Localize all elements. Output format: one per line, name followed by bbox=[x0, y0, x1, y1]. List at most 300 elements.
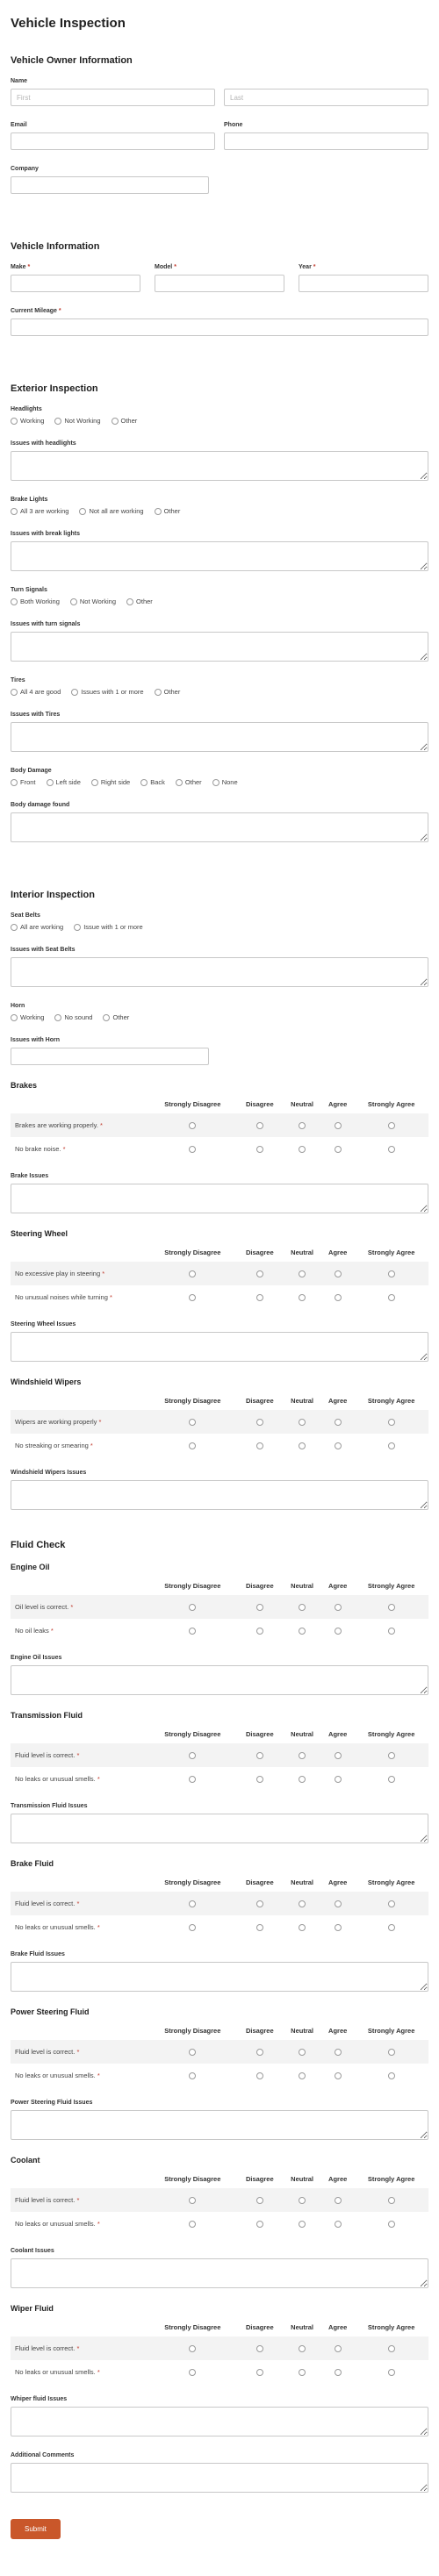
matrix-row bbox=[11, 1262, 428, 1285]
radio-button[interactable] bbox=[176, 779, 183, 786]
scale-header: Strongly Disagree bbox=[164, 1100, 221, 1108]
radio-button[interactable] bbox=[189, 1419, 196, 1426]
turn-signals-radio-group bbox=[11, 597, 428, 605]
radio-button[interactable] bbox=[335, 1270, 342, 1277]
required-mark: * bbox=[98, 1418, 102, 1426]
radio-button[interactable] bbox=[299, 2369, 306, 2376]
matrix-cell bbox=[237, 2212, 284, 2236]
radio-label: Back bbox=[150, 778, 165, 786]
year-input[interactable] bbox=[299, 275, 428, 292]
phone-input[interactable] bbox=[224, 132, 428, 150]
transmission-title: Transmission Fluid bbox=[11, 1711, 83, 1720]
radio-button[interactable] bbox=[335, 1628, 342, 1635]
radio-option[interactable] bbox=[74, 923, 143, 931]
matrix-cell bbox=[354, 1619, 428, 1642]
matrix-cell bbox=[237, 1915, 284, 1939]
radio-button[interactable] bbox=[256, 1628, 263, 1635]
radio-button[interactable] bbox=[256, 1752, 263, 1759]
matrix-row bbox=[11, 2336, 428, 2360]
radio-option[interactable] bbox=[47, 778, 81, 786]
scale-header: Neutral bbox=[291, 2027, 313, 2035]
brake-lights-radio-group bbox=[11, 507, 428, 515]
matrix-cell bbox=[237, 1262, 284, 1285]
make-label: Make bbox=[11, 264, 26, 270]
radio-button[interactable] bbox=[11, 924, 18, 931]
radio-option[interactable] bbox=[11, 923, 63, 931]
radio-button[interactable] bbox=[388, 2345, 395, 2352]
brakes-issues-textarea[interactable] bbox=[11, 1184, 428, 1213]
matrix-cell bbox=[283, 1619, 321, 1642]
company-field bbox=[11, 166, 209, 194]
horn-radio-group bbox=[11, 1013, 428, 1021]
radio-button[interactable] bbox=[335, 1122, 342, 1129]
radio-button[interactable] bbox=[299, 1900, 306, 1907]
radio-button[interactable] bbox=[256, 1270, 263, 1277]
wiper-fluid-group bbox=[11, 2304, 428, 2436]
matrix-corner bbox=[11, 1875, 148, 1892]
brake-lights-issues-textarea[interactable] bbox=[11, 541, 428, 571]
matrix-cell bbox=[354, 2212, 428, 2236]
matrix-statement bbox=[11, 2040, 148, 2064]
matrix-cell bbox=[237, 1434, 284, 1457]
transmission-issues-label: Transmission Fluid Issues bbox=[11, 1803, 88, 1809]
brake-fluid-issues-label: Brake Fluid Issues bbox=[11, 1951, 65, 1957]
radio-button[interactable] bbox=[74, 924, 81, 931]
radio-button[interactable] bbox=[189, 1442, 196, 1449]
matrix-cell bbox=[354, 1767, 428, 1791]
matrix-cell bbox=[148, 1113, 236, 1137]
make-field bbox=[11, 264, 140, 292]
statement-label: No excessive play in steering bbox=[15, 1270, 101, 1277]
radio-button[interactable] bbox=[388, 2049, 395, 2056]
wipers-matrix bbox=[11, 1393, 428, 1457]
mileage-input[interactable] bbox=[11, 318, 428, 336]
radio-button[interactable] bbox=[388, 1122, 395, 1129]
statement-label: No leaks or unusual smells. bbox=[15, 1923, 96, 1931]
radio-option[interactable] bbox=[70, 597, 116, 605]
additional-comments-textarea[interactable] bbox=[11, 2463, 428, 2493]
radio-button[interactable] bbox=[256, 2049, 263, 2056]
radio-button[interactable] bbox=[335, 2221, 342, 2228]
radio-button[interactable] bbox=[388, 1419, 395, 1426]
required-mark: * bbox=[100, 1121, 103, 1129]
radio-button[interactable] bbox=[388, 1604, 395, 1611]
matrix-cell bbox=[321, 1743, 354, 1767]
radio-label: None bbox=[221, 778, 238, 786]
matrix-cell bbox=[321, 1113, 354, 1137]
scale-header: Agree bbox=[328, 1878, 348, 1886]
radio-button[interactable] bbox=[388, 2072, 395, 2079]
matrix-cell bbox=[148, 2040, 236, 2064]
seat-belts-issues-field bbox=[11, 947, 428, 987]
mileage-field bbox=[11, 308, 428, 336]
radio-button[interactable] bbox=[189, 1900, 196, 1907]
radio-option[interactable] bbox=[91, 778, 130, 786]
matrix-row bbox=[11, 2360, 428, 2384]
matrix-statement bbox=[11, 2360, 148, 2384]
radio-option[interactable] bbox=[54, 417, 100, 425]
scale-header: Agree bbox=[328, 1582, 348, 1590]
required-mark: * bbox=[97, 2072, 100, 2079]
scale-header: Neutral bbox=[291, 2175, 313, 2183]
matrix-cell bbox=[321, 1915, 354, 1939]
radio-option[interactable] bbox=[126, 597, 153, 605]
radio-option[interactable] bbox=[11, 778, 36, 786]
radio-button[interactable] bbox=[388, 2369, 395, 2376]
radio-button[interactable] bbox=[79, 508, 86, 515]
radio-button[interactable] bbox=[299, 2197, 306, 2204]
radio-button[interactable] bbox=[256, 1122, 263, 1129]
radio-label: Left side bbox=[55, 778, 81, 786]
matrix-cell bbox=[237, 1410, 284, 1434]
matrix-statement bbox=[11, 2064, 148, 2087]
scale-header: Disagree bbox=[245, 2323, 274, 2331]
radio-button[interactable] bbox=[256, 1900, 263, 1907]
matrix-cell bbox=[354, 1434, 428, 1457]
matrix-cell bbox=[283, 1434, 321, 1457]
transmission-issues-textarea[interactable] bbox=[11, 1814, 428, 1843]
matrix-cell bbox=[148, 1285, 236, 1309]
radio-button[interactable] bbox=[11, 1014, 18, 1021]
radio-option[interactable] bbox=[112, 417, 138, 425]
radio-button[interactable] bbox=[335, 1752, 342, 1759]
matrix-cell bbox=[237, 1113, 284, 1137]
radio-button[interactable] bbox=[54, 418, 61, 425]
matrix-statement bbox=[11, 1410, 148, 1434]
scale-header: Disagree bbox=[245, 1100, 274, 1108]
statement-label: Wipers are working properly bbox=[15, 1418, 97, 1426]
radio-button[interactable] bbox=[126, 598, 133, 605]
radio-option[interactable] bbox=[140, 778, 165, 786]
radio-button[interactable] bbox=[189, 2221, 196, 2228]
radio-option[interactable] bbox=[176, 778, 202, 786]
required-mark: * bbox=[62, 1145, 66, 1153]
brake-lights-field bbox=[11, 497, 428, 515]
matrix-corner bbox=[11, 1245, 148, 1262]
brake-fluid-group bbox=[11, 1859, 428, 1992]
matrix-statement bbox=[11, 1915, 148, 1939]
brake-lights-issues-label: Issues with break lights bbox=[11, 531, 80, 537]
radio-button[interactable] bbox=[299, 2221, 306, 2228]
radio-button[interactable] bbox=[155, 508, 162, 515]
matrix-cell bbox=[148, 2336, 236, 2360]
radio-button[interactable] bbox=[388, 2221, 395, 2228]
radio-button[interactable] bbox=[335, 1900, 342, 1907]
radio-button[interactable] bbox=[299, 1270, 306, 1277]
radio-option[interactable] bbox=[155, 688, 181, 696]
matrix-cell bbox=[321, 1767, 354, 1791]
radio-button[interactable] bbox=[335, 2197, 342, 2204]
first-name-input[interactable] bbox=[11, 89, 215, 106]
radio-button[interactable] bbox=[112, 418, 119, 425]
radio-button[interactable] bbox=[335, 2369, 342, 2376]
radio-button[interactable] bbox=[189, 1628, 196, 1635]
turn-signals-issues-textarea[interactable] bbox=[11, 632, 428, 662]
radio-button[interactable] bbox=[155, 689, 162, 696]
matrix-cell bbox=[354, 2188, 428, 2212]
required-mark: * bbox=[76, 2048, 80, 2056]
scale-header: Disagree bbox=[245, 1730, 274, 1738]
radio-option[interactable] bbox=[11, 1013, 44, 1021]
statement-label: Fluid level is correct. bbox=[15, 2048, 76, 2056]
scale-header: Agree bbox=[328, 2027, 348, 2035]
radio-button[interactable] bbox=[299, 1628, 306, 1635]
body-damage-radio-group bbox=[11, 778, 428, 786]
radio-button[interactable] bbox=[388, 1752, 395, 1759]
scale-header: Strongly Agree bbox=[367, 2323, 415, 2331]
radio-button[interactable] bbox=[70, 598, 77, 605]
matrix-cell bbox=[354, 2360, 428, 2384]
coolant-issues-textarea[interactable] bbox=[11, 2258, 428, 2288]
radio-button[interactable] bbox=[299, 1419, 306, 1426]
matrix-cell bbox=[283, 1113, 321, 1137]
brake-fluid-issues-textarea[interactable] bbox=[11, 1962, 428, 1992]
radio-button[interactable] bbox=[11, 418, 18, 425]
radio-button[interactable] bbox=[388, 1628, 395, 1635]
radio-button[interactable] bbox=[189, 1604, 196, 1611]
radio-option[interactable] bbox=[11, 688, 61, 696]
scale-header: Disagree bbox=[245, 1397, 274, 1405]
radio-button[interactable] bbox=[335, 2345, 342, 2352]
radio-button[interactable] bbox=[189, 1752, 196, 1759]
steering-issues-textarea[interactable] bbox=[11, 1332, 428, 1362]
email-input[interactable] bbox=[11, 132, 215, 150]
exterior-section bbox=[11, 383, 428, 842]
radio-option[interactable] bbox=[54, 1013, 92, 1021]
radio-button[interactable] bbox=[388, 1924, 395, 1931]
power-steering-issues-textarea[interactable] bbox=[11, 2110, 428, 2140]
radio-button[interactable] bbox=[335, 1924, 342, 1931]
year-label: Year bbox=[299, 264, 312, 270]
radio-button[interactable] bbox=[256, 1146, 263, 1153]
matrix-row bbox=[11, 2188, 428, 2212]
coolant-issues-label: Coolant Issues bbox=[11, 2248, 54, 2254]
transmission-group bbox=[11, 1711, 428, 1843]
matrix-cell bbox=[354, 1410, 428, 1434]
radio-button[interactable] bbox=[189, 2345, 196, 2352]
horn-issues-field bbox=[11, 1037, 209, 1065]
matrix-cell bbox=[148, 1137, 236, 1161]
radio-button[interactable] bbox=[140, 779, 148, 786]
radio-button[interactable] bbox=[256, 2197, 263, 2204]
tires-field bbox=[11, 677, 428, 696]
engine-oil-issues-textarea[interactable] bbox=[11, 1665, 428, 1695]
coolant-matrix bbox=[11, 2172, 428, 2236]
matrix-cell bbox=[283, 1285, 321, 1309]
headlights-field bbox=[11, 406, 428, 425]
radio-option[interactable] bbox=[155, 507, 181, 515]
required-mark: * bbox=[97, 1775, 100, 1783]
submit-button[interactable]: Submit bbox=[11, 2519, 61, 2539]
seat-belts-issues-textarea[interactable] bbox=[11, 957, 428, 987]
radio-button[interactable] bbox=[54, 1014, 61, 1021]
radio-button[interactable] bbox=[189, 2049, 196, 2056]
matrix-statement bbox=[11, 1137, 148, 1161]
radio-option[interactable] bbox=[71, 688, 143, 696]
radio-button[interactable] bbox=[11, 598, 18, 605]
radio-button[interactable] bbox=[299, 1752, 306, 1759]
headlights-issues-textarea[interactable] bbox=[11, 451, 428, 481]
last-name-input[interactable] bbox=[224, 89, 428, 106]
coolant-group bbox=[11, 2156, 428, 2288]
radio-button[interactable] bbox=[335, 1442, 342, 1449]
matrix-cell bbox=[237, 1137, 284, 1161]
radio-button[interactable] bbox=[256, 1924, 263, 1931]
scale-header: Strongly Disagree bbox=[164, 1582, 221, 1590]
company-input[interactable] bbox=[11, 176, 209, 194]
radio-button[interactable] bbox=[299, 1604, 306, 1611]
radio-button[interactable] bbox=[388, 1776, 395, 1783]
matrix-cell bbox=[321, 2336, 354, 2360]
matrix-row bbox=[11, 1137, 428, 1161]
radio-option[interactable] bbox=[11, 507, 68, 515]
radio-button[interactable] bbox=[256, 1419, 263, 1426]
tires-issues-textarea[interactable] bbox=[11, 722, 428, 752]
radio-button[interactable] bbox=[299, 2049, 306, 2056]
radio-button[interactable] bbox=[388, 1442, 395, 1449]
radio-option[interactable] bbox=[79, 507, 143, 515]
radio-button[interactable] bbox=[299, 2345, 306, 2352]
required-mark: * bbox=[50, 1627, 54, 1635]
horn-issues-label: Issues with Horn bbox=[11, 1037, 61, 1043]
matrix-cell bbox=[354, 1743, 428, 1767]
required-mark: * bbox=[90, 1442, 93, 1449]
radio-button[interactable] bbox=[388, 1146, 395, 1153]
radio-button[interactable] bbox=[11, 779, 18, 786]
radio-button[interactable] bbox=[189, 2197, 196, 2204]
matrix-cell bbox=[148, 1915, 236, 1939]
matrix-cell bbox=[321, 1285, 354, 1309]
radio-button[interactable] bbox=[388, 2197, 395, 2204]
radio-button[interactable] bbox=[299, 1294, 306, 1301]
matrix-cell bbox=[283, 2040, 321, 2064]
radio-button[interactable] bbox=[335, 1294, 342, 1301]
radio-button[interactable] bbox=[299, 1776, 306, 1783]
radio-button[interactable] bbox=[91, 779, 98, 786]
matrix-cell bbox=[148, 1743, 236, 1767]
model-input[interactable] bbox=[155, 275, 284, 292]
wipers-issues-textarea[interactable] bbox=[11, 1480, 428, 1510]
matrix-cell bbox=[321, 2360, 354, 2384]
radio-label: Working bbox=[20, 417, 45, 425]
matrix-cell bbox=[321, 1434, 354, 1457]
radio-button[interactable] bbox=[299, 1122, 306, 1129]
radio-button[interactable] bbox=[212, 779, 220, 786]
radio-button[interactable] bbox=[388, 1294, 395, 1301]
interior-section bbox=[11, 890, 428, 1065]
matrix-cell bbox=[321, 2212, 354, 2236]
radio-button[interactable] bbox=[189, 1924, 196, 1931]
required-mark: * bbox=[97, 2368, 100, 2376]
matrix-cell bbox=[237, 2360, 284, 2384]
radio-button[interactable] bbox=[299, 1442, 306, 1449]
radio-button[interactable] bbox=[388, 1900, 395, 1907]
matrix-statement bbox=[11, 1285, 148, 1309]
radio-button[interactable] bbox=[299, 1924, 306, 1931]
radio-button[interactable] bbox=[256, 2345, 263, 2352]
radio-label: Other bbox=[112, 1013, 130, 1021]
radio-button[interactable] bbox=[189, 1294, 196, 1301]
make-input[interactable] bbox=[11, 275, 140, 292]
radio-option[interactable] bbox=[212, 778, 238, 786]
brake-fluid-issues-field bbox=[11, 1951, 428, 1992]
matrix-corner bbox=[11, 1097, 148, 1113]
interior-section-title: Interior Inspection bbox=[11, 890, 95, 900]
radio-button[interactable] bbox=[71, 689, 78, 696]
wiper-fluid-issues-textarea[interactable] bbox=[11, 2407, 428, 2436]
scale-header: Strongly Disagree bbox=[164, 1249, 221, 1256]
radio-button[interactable] bbox=[11, 508, 18, 515]
scale-header: Agree bbox=[328, 1100, 348, 1108]
radio-button[interactable] bbox=[189, 1776, 196, 1783]
radio-button[interactable] bbox=[11, 689, 18, 696]
matrix-cell bbox=[148, 1410, 236, 1434]
radio-button[interactable] bbox=[335, 1419, 342, 1426]
matrix-cell bbox=[237, 1767, 284, 1791]
radio-button[interactable] bbox=[256, 2369, 263, 2376]
radio-option[interactable] bbox=[11, 597, 60, 605]
radio-button[interactable] bbox=[335, 1604, 342, 1611]
radio-button[interactable] bbox=[299, 1146, 306, 1153]
radio-option[interactable] bbox=[11, 417, 44, 425]
radio-button[interactable] bbox=[256, 1294, 263, 1301]
matrix-row bbox=[11, 2212, 428, 2236]
matrix-cell bbox=[237, 1892, 284, 1915]
body-damage-found-textarea[interactable] bbox=[11, 812, 428, 842]
matrix-cell bbox=[283, 1595, 321, 1619]
radio-label: Both Working bbox=[20, 597, 60, 605]
required-mark: * bbox=[313, 264, 316, 270]
radio-button[interactable] bbox=[103, 1014, 110, 1021]
radio-button[interactable] bbox=[335, 1776, 342, 1783]
matrix-cell bbox=[283, 1743, 321, 1767]
radio-button[interactable] bbox=[189, 1270, 196, 1277]
radio-button[interactable] bbox=[189, 2072, 196, 2079]
radio-button[interactable] bbox=[189, 1122, 196, 1129]
radio-button[interactable] bbox=[299, 2072, 306, 2079]
wipers-issues-field bbox=[11, 1470, 428, 1510]
radio-button[interactable] bbox=[335, 1146, 342, 1153]
scale-header: Strongly Disagree bbox=[164, 2027, 221, 2035]
radio-button[interactable] bbox=[256, 1776, 263, 1783]
scale-header: Neutral bbox=[291, 1582, 313, 1590]
scale-header: Neutral bbox=[291, 1397, 313, 1405]
radio-button[interactable] bbox=[47, 779, 54, 786]
radio-button[interactable] bbox=[335, 2072, 342, 2079]
radio-button[interactable] bbox=[189, 2369, 196, 2376]
scale-header: Strongly Disagree bbox=[164, 2175, 221, 2183]
power-steering-matrix bbox=[11, 2023, 428, 2087]
radio-button[interactable] bbox=[256, 2221, 263, 2228]
radio-button[interactable] bbox=[256, 1604, 263, 1611]
power-steering-issues-field bbox=[11, 2100, 428, 2140]
matrix-cell bbox=[354, 1137, 428, 1161]
radio-button[interactable] bbox=[335, 2049, 342, 2056]
matrix-statement bbox=[11, 1743, 148, 1767]
body-damage-field bbox=[11, 768, 428, 786]
matrix-cell bbox=[237, 2040, 284, 2064]
wiper-fluid-matrix bbox=[11, 2320, 428, 2384]
radio-button[interactable] bbox=[388, 1270, 395, 1277]
radio-button[interactable] bbox=[256, 1442, 263, 1449]
radio-option[interactable] bbox=[103, 1013, 129, 1021]
additional-comments-field bbox=[11, 2452, 428, 2493]
radio-button[interactable] bbox=[256, 2072, 263, 2079]
radio-label: Other bbox=[163, 507, 181, 515]
radio-button[interactable] bbox=[189, 1146, 196, 1153]
horn-issues-input[interactable] bbox=[11, 1048, 209, 1065]
scale-header: Strongly Agree bbox=[367, 1249, 415, 1256]
